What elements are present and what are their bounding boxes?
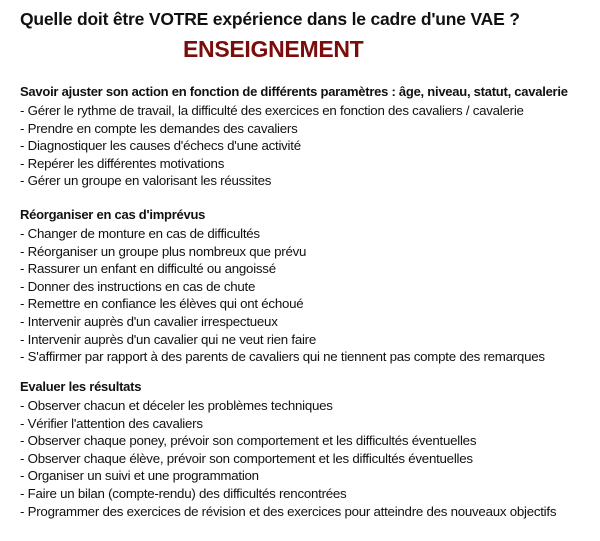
list-item: - Organiser un suivi et une programmation	[20, 468, 259, 484]
page-question: Quelle doit être VOTRE expérience dans le cadre d'une VAE ?	[20, 9, 520, 29]
page-title: ENSEIGNEMENT	[183, 36, 364, 62]
list-item: - Observer chacun et déceler les problèmes techniques	[20, 398, 333, 413]
list-item: - Gérer un groupe en valorisant les réussites	[20, 173, 272, 189]
list-item: - Changer de monture en cas de difficultés	[20, 226, 260, 241]
list-item: - Vérifier l'attention des cavaliers	[20, 415, 203, 431]
list-item: - Programmer des exercices de révision et des exercices pour atteindre des nouveaux objectifs	[20, 503, 557, 519]
section-title: Réorganiser en cas d'imprévus	[20, 207, 206, 222]
list-item: - Faire un bilan (compte-rendu) des difficultés rencontrées	[20, 485, 347, 501]
section-savoir-ajuster	[20, 83, 595, 190]
section-title: Evaluer les résultats	[20, 379, 142, 394]
list-item: - Intervenir auprès d'un cavalier qui ne veut rien faire	[20, 331, 317, 347]
section-reorganiser	[20, 206, 595, 366]
list-item: - Donner des instructions en cas de chute	[20, 278, 256, 294]
list-item: - Intervenir auprès d'un cavalier irrespectueux	[20, 313, 278, 329]
list-item: - Observer chaque poney, prévoir son comportement et les difficultés éventuelles	[20, 433, 477, 449]
list-item: - Repérer les différentes motivations	[20, 155, 225, 171]
list-item: - Rassurer un enfant en difficulté ou angoissé	[20, 261, 276, 277]
list-item: - Diagnostiquer les causes d'échecs d'une activité	[20, 138, 301, 154]
section-title: Savoir ajuster son action en fonction de différents paramètres : âge, niveau, statut, cavalerie	[20, 84, 568, 99]
list-item: - Prendre en compte les demandes des cavaliers	[20, 120, 298, 136]
list-item: - Remettre en confiance les élèves qui ont échoué	[20, 296, 304, 312]
list-item: - Réorganiser un groupe plus nombreux que prévu	[20, 243, 307, 259]
list-item: - Observer chaque élève, prévoir son comportement et les difficultés éventuelles	[20, 450, 473, 466]
list-item: - Gérer le rythme de travail, la difficulté des exercices en fonction des cavaliers / cavalerie	[20, 103, 524, 118]
list-item: - S'affirmer par rapport à des parents de cavaliers qui ne tiennent pas compte des remarques	[20, 349, 545, 365]
section-evaluer	[20, 378, 595, 520]
